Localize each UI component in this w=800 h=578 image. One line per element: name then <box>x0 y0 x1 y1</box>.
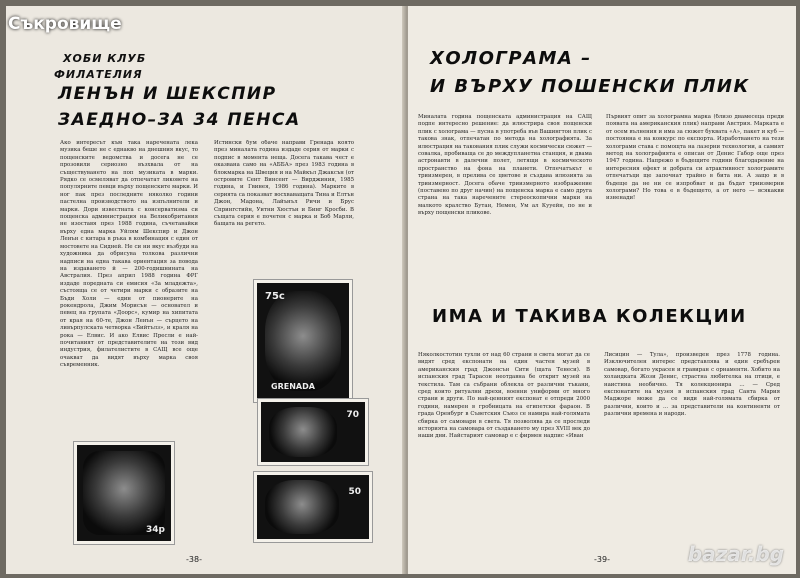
collections-column-2: Лисицин — Тула», произведен през 1778 година. Изключителен интерес представлява и един сребърен самовар, богато украсен и гравиран с орнаменти. Хобито на холандката Жози Денис, страстна любителка на птици, е наистина необично. Тя колекционира ... — Сред експонатите на музея в испанския град Санта Мария Маджоре може да се види най-голямата сбирка от различни, които и ... за представители на континенти от различни времена и народи. <box>604 352 780 418</box>
stamp-country: GRENADA <box>271 382 315 391</box>
kicker-philately: ФИЛАТЕЛИЯ <box>54 68 143 81</box>
article-title-line1: ЛЕНЪН И ШЕКСПИР <box>58 84 277 104</box>
stamp-grenada-singer <box>254 280 352 402</box>
stamp-value: 34p <box>146 525 165 535</box>
stamp-value: 50 <box>348 487 361 497</box>
collections-column-1: Няколкостотин тухли от над 60 страни в света могат да се видят сред експонати на един частен музей в американския град Джонсън Сити (щата Тенеси). В испанския град Тарасон неотдавна бе открит музей на текстила. Там са събрани облекла от различни тъкани, сред които ритуални дрехи, военни униформи от много страни и други. По най-ценният експонат е отпреди 2000 години, намерен в гробницата на египетски фараон. В града Оренбург в Съветския Съюз се намира най-голямата сбирка от самовари в света. Тя позволява да се проследи историята на самовара от създаването му през XVIII век до наши дни. Найстарият самовар е с фирмен надпис «Иван <box>418 352 590 440</box>
stamp-beatles <box>74 442 174 544</box>
article-title-line2: ЗАЕДНО–ЗА 34 ПЕНСА <box>58 110 301 130</box>
hologram-column-2: Първият опит за холограмна марка (близо двамесеца преди появата на американския плик) направи Австрия. Марката е от осем вълнения и има за сюжет буквата «А», пакет и куб — постоянна е на конкурс по експорта. Изработването на тези холограми става с помощта на лазерни технологии, а самият метод на холографията е описан от Денис Габор още през 1947 година. Напрежо в бъдещите години благодарение на интересния ефект и добрата си атрактивност холограмите отпечатъци ще започнат трайно в бита ни. А защо и в бъдеще да не ни се изпробват и да бъдат триизмерни холограми? Но това е в бъдещето, а от него — всякакви изненади! <box>606 114 784 202</box>
site-watermark: bazar.bg <box>687 542 784 566</box>
article-column-1: Ако интересът към така наречената лека музика беше не с еднакво на днешния вкус, то пощенските ведомства и досега не се прозовили сериозно възхвала от на съществуването на поп музиката в марки. Рядко се осмеляват да отпечатат ликовете на популярните певци върху пощенските марки. И ног пак през последните няколко години пастелна производството на изпълнители и марки. Дори известната с консерватизма си пощенска администрация на Великобритания не изоставя през 1988 година, съчетавайки върху една марка Уйлям Шекспир и Джон Ленън с китара в ръка в комбинация с един от мостовете на Сидней. Не си ни вкус възбуди на художника да обрисува толкова различни надписи на една такава ориентация за повода на издаването й — 200-годишнината на Австралия. През април 1988 година ФРГ издаде поредната си емисия «За младежта», състояща се от четири марки с образите на Бъди Холи — един от пионерите на рокендрола, Джим Морисън — основател и певец на групата «Доорс», кумир на хипитата от края на 60-те, Джон Ленън — сърцето на ливърпулската четворка «Бийтълз», и краля на рока — Елвис. И ако Елвис Пресли е най-почитаният от представителите на този вид индустрия, филателистите в САЩ все още очакват да видят върху марка своя съвременник. <box>60 140 198 369</box>
stamp-portrait-1 <box>258 399 368 465</box>
hologram-title-line2: И ВЪРХУ ПОШЕНСКИ ПЛИК <box>430 76 750 97</box>
stamp-portrait-2 <box>254 472 372 542</box>
magazine-spread <box>6 6 796 574</box>
hologram-title-line1: ХОЛОГРАМА – <box>430 48 592 69</box>
kicker-hobby-club: ХОБИ КЛУБ <box>63 52 147 65</box>
article-column-2: Истински бум обаче направи Гренада която през миналата година издаде серия от марки с подпис в момента неща. Досега такава чест е оказвана само на «АББА» през 1983 година в блокмарка на Швеция и на Майкъл Джаксън (от островите Сент Винсент — Вирджиния, 1985 година, и Гвинея, 1986 година). Марките в серията са показват восхваващата Тина и Елтън Джон, Мадона, Лайънъл Ричи и Брус Спрингстийн, Уитни Хюстън и Бинг Кросби. В същата серия е почетен с марка и Боб Марли, бащата на регето. <box>214 140 354 228</box>
right-page <box>408 6 796 574</box>
page-number-right: -39- <box>594 555 610 564</box>
watermark-logo: Съкровище <box>8 14 122 34</box>
collections-title: ИМА И ТАКИВА КОЛЕКЦИИ <box>432 306 747 327</box>
page-number-left: -38- <box>186 555 202 564</box>
stamp-value: 75c <box>265 291 285 302</box>
hologram-column-1: Миналата година пощенската администрация на САЩ подпе интересно решение: да илюстрира своя пощенски плик с холограма — пусна в употреба във Вашингтон плик с такова знак, отпечатан по метода на холографията. За илюстрация на такования плик служи космически сюжет — совалка, пробиваща се до междупланетна станция, и двама астронавти в далечни полет, летящи в космическото пространство на фона на планети. Отпечатъкът е триизмерен, в прелива се цветове и създава илюзията за триизмерност. Досега обаче триизмерното изображение (поставено по друг начин) на пощенска марка е само друга страна на така наречените стереоскопични марки на малкото кралство Бутан, Немен, Ум ал Кууейн, по не и върху пощенски пликове. <box>418 114 592 217</box>
left-page <box>6 6 404 574</box>
stamp-value: 70 <box>346 410 359 420</box>
